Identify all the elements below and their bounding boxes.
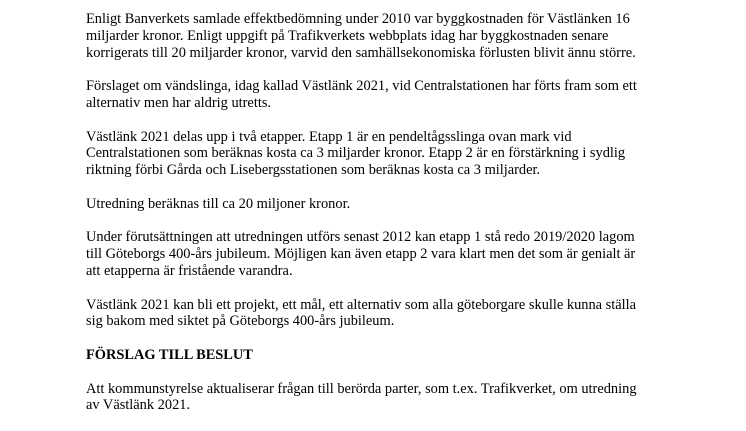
paragraph-two-stages: Västlänk 2021 delas upp i två etapper. Etapp 1 är en pendeltågsslinga ovan mark vid Centralstationen som beräknas kosta ca 3 miljarder kronor. Etapp 2 är en förstärkning i sydlig riktning förbi Gårda och Lisebergsstationen som beräknas kosta ca 3 miljarder.	[86, 128, 626, 179]
paragraph-decision-proposal: Att kommunstyrelse aktualiserar frågan till berörda parter, som t.ex. Trafikverket, om utredning av Västlänk 2021.	[86, 380, 637, 414]
paragraph-investigation-cost: Utredning beräknas till ca 20 miljoner kronor.	[86, 195, 351, 212]
paragraph-build-cost: Enligt Banverkets samlade effektbedömning under 2010 var byggkostnaden för Västlänken 16 miljarder kronor. Enligt uppgift på Trafikverkets webbplats idag har byggkostnaden senare korrigerats till 20 miljarder kronor, varvid den samhällsekonomiska förlusten blivit ännu större.	[86, 11, 636, 61]
paragraph-common-goal: Västlänk 2021 kan bli ett projekt, ett mål, ett alternativ som alla göteborgare skulle kunna ställa sig bakom med siktet på Göteborgs 400-års jubileum.	[86, 296, 637, 330]
paragraph-turning-loop-proposal: Förslaget om vändslinga, idag kallad Västlänk 2021, vid Centralstationen har förts fram som ett alternativ men har aldrig utretts.	[86, 78, 637, 111]
paragraph-jubilee-timeline: Under förutsättningen att utredningen utförs senast 2012 kan etapp 1 stå redo 2019/2020 lagom till Göteborgs 400-års jubileum. Möjligen kan även etapp 2 vara klart men det som är genialt är att etapperna är fristående varandra.	[86, 229, 636, 279]
document-page	[86, 11, 686, 431]
section-heading-proposal: FÖRSLAG TILL BESLUT	[86, 346, 253, 363]
